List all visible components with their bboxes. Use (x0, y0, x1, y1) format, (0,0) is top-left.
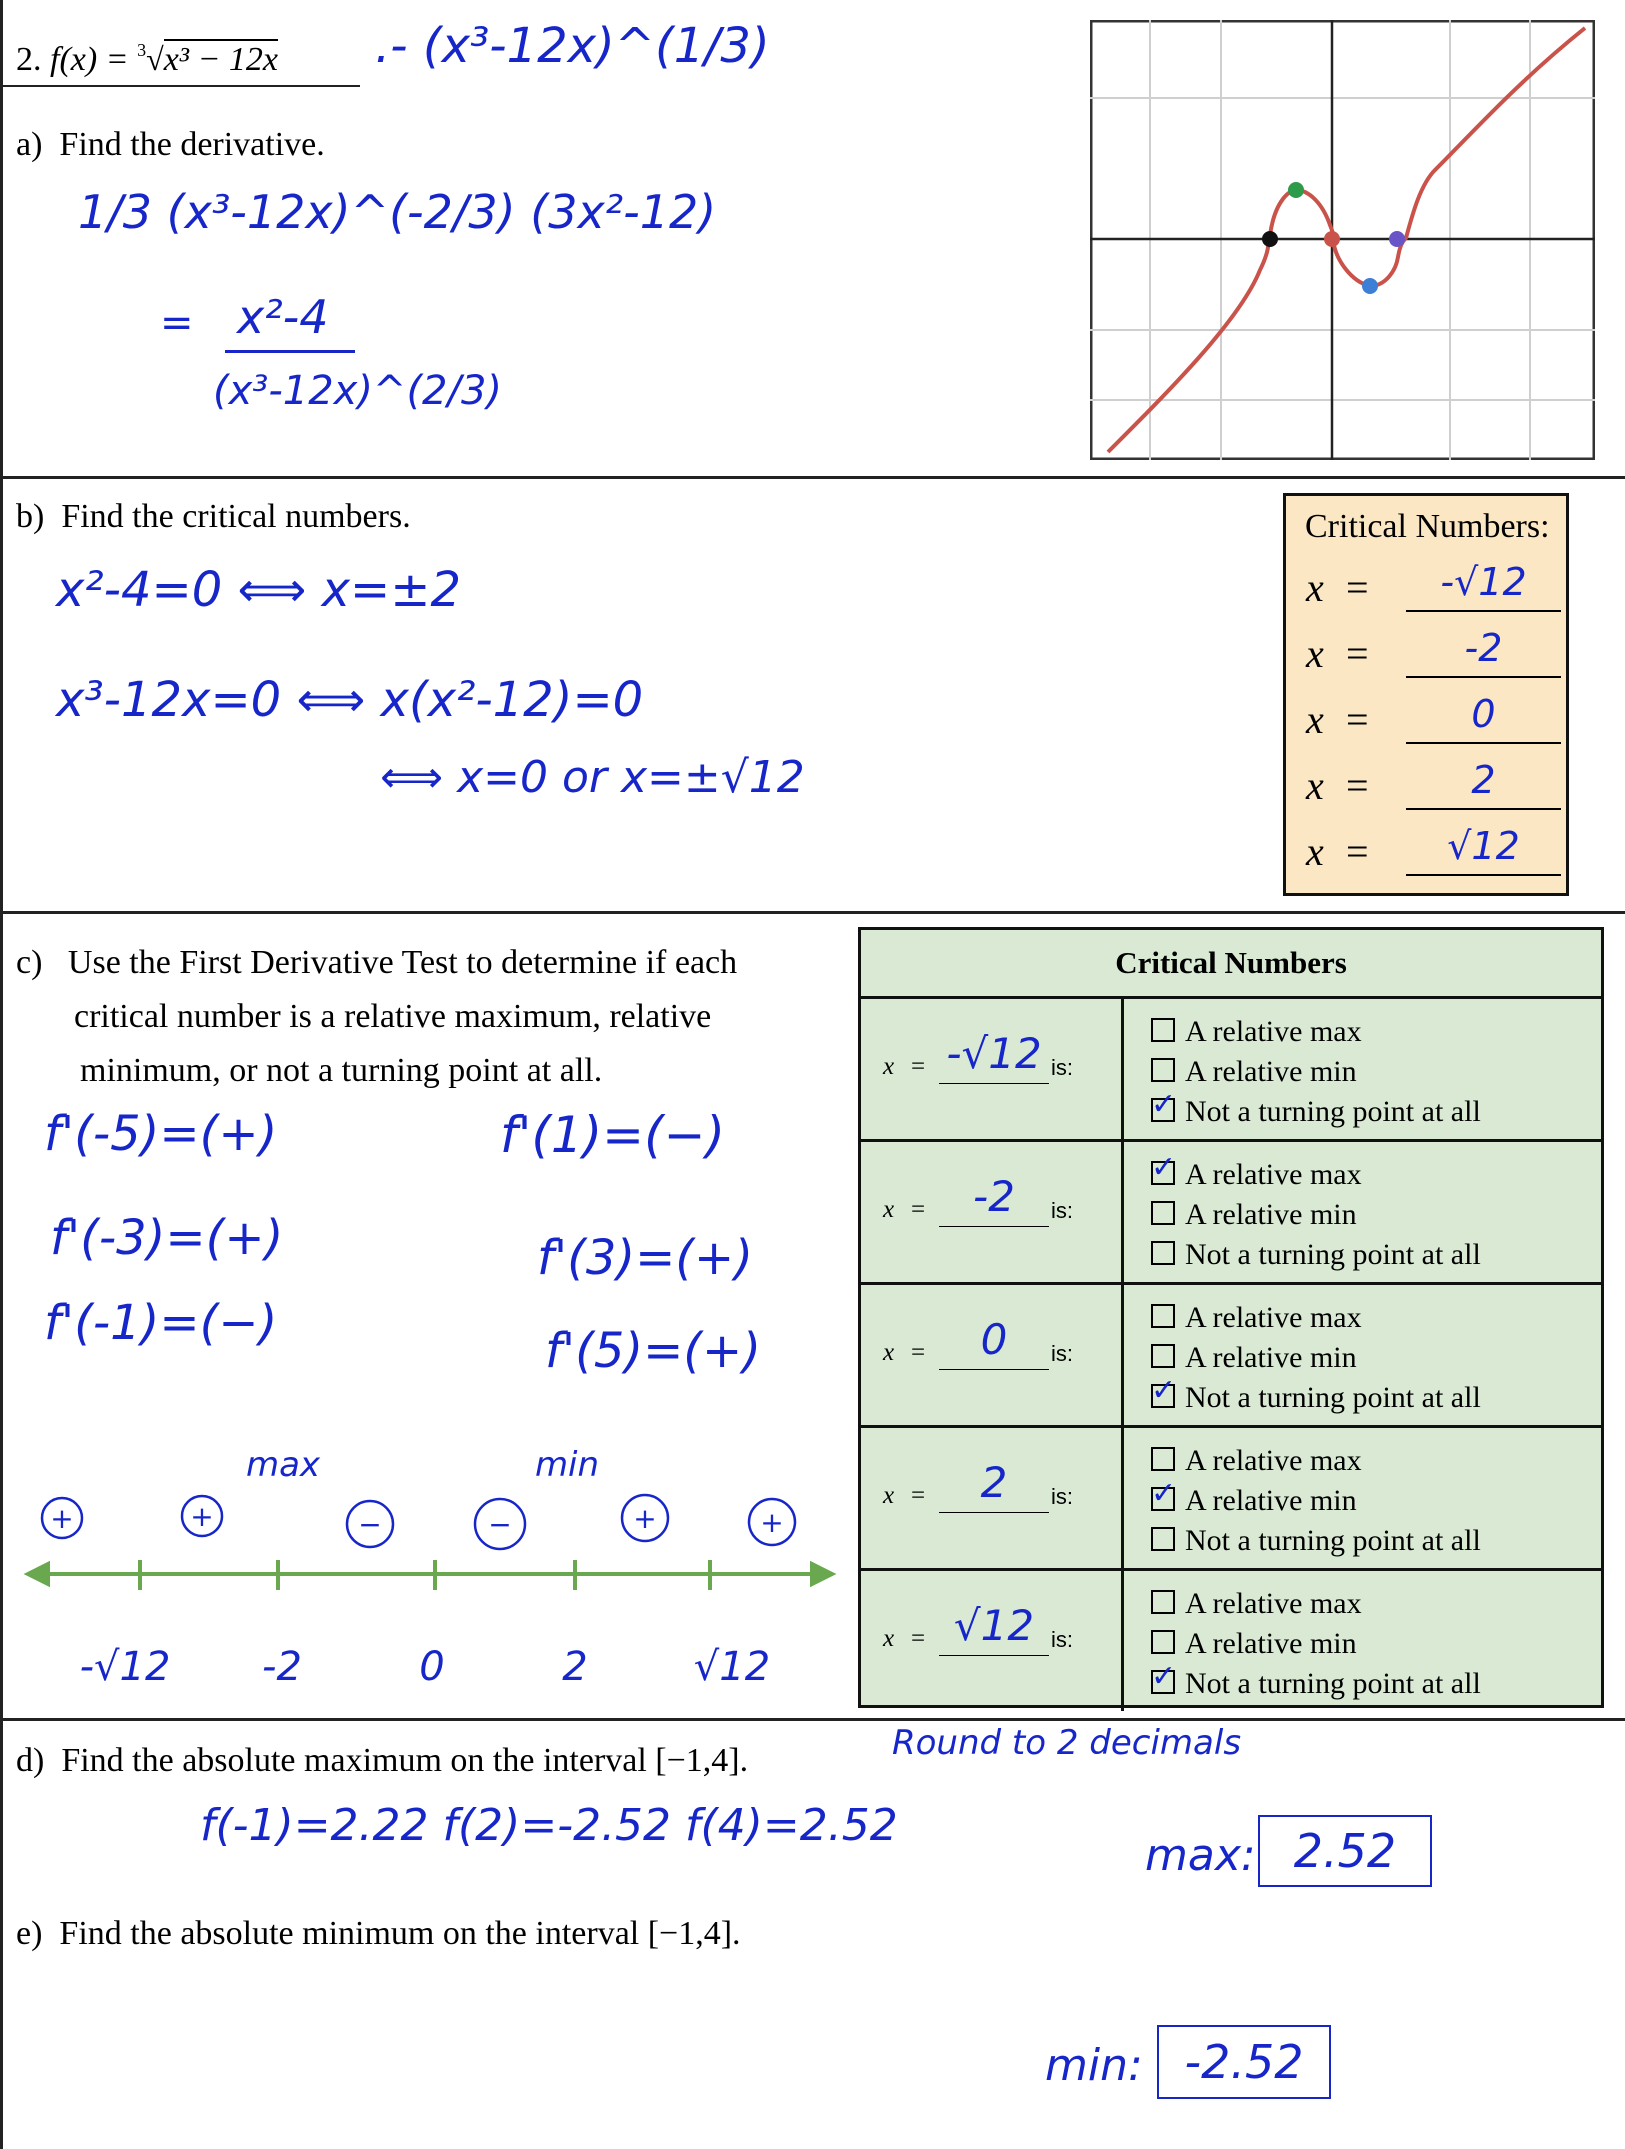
tick-label: 0 (419, 1644, 445, 1690)
checkbox[interactable] (1151, 1447, 1175, 1471)
x-label: x (883, 1053, 895, 1080)
eq-sign: = (1346, 829, 1369, 874)
eq-sign: = (911, 1482, 926, 1509)
test-right-1: f'(1)=(−) (500, 1106, 725, 1164)
number-line-right-arrow (812, 1564, 832, 1584)
option-not-turning-point[interactable] (1151, 1087, 1481, 1131)
critical-value: 0 (1471, 692, 1496, 736)
check-mark-icon: ✓ (1151, 1373, 1177, 1408)
max-work: f(-1)=2.22 f(2)=-2.52 f(4)=2.52 (200, 1800, 898, 1851)
answer-line (939, 1655, 1049, 1656)
sign-6: + (760, 1506, 784, 1539)
part-c-prompt (16, 936, 737, 1098)
eq-sign: = (911, 1339, 926, 1366)
table-header: Critical Numbers (861, 930, 1601, 999)
option-not-turning-point[interactable] (1151, 1659, 1481, 1703)
part-a-text: Find the derivative. (59, 126, 325, 163)
divider-bc (0, 911, 1625, 914)
part-c-label: c) (16, 944, 43, 981)
tick-label: √12 (693, 1644, 771, 1690)
problem-statement: 2. f(x) = $^3$√x³ − 12x (16, 40, 279, 78)
option-relative-max[interactable] (1151, 1013, 1362, 1051)
zero-crossing-left-point (1262, 231, 1278, 247)
option-label: A relative max (1185, 1587, 1362, 1620)
test-right-3: f'(5)=(+) (545, 1323, 761, 1379)
option-label: Not a turning point at all (1185, 1238, 1481, 1271)
relative-min-point (1362, 278, 1378, 294)
check-mark-icon: ✓ (1151, 1087, 1177, 1122)
row-value-cell (861, 1571, 1124, 1711)
x-label: x (883, 1625, 895, 1652)
eq-sign: = (911, 1196, 926, 1223)
min-answer-box: -2.52 (1157, 2025, 1331, 2099)
option-label: Not a turning point at all (1185, 1524, 1481, 1557)
part-d-label: d) (16, 1742, 45, 1779)
option-relative-max[interactable] (1151, 1150, 1362, 1194)
eq-sign: = (911, 1625, 926, 1652)
answer-line (939, 1226, 1049, 1227)
check-mark-icon: ✓ (1151, 1150, 1177, 1185)
tick-label: -2 (262, 1644, 302, 1690)
derivative-work-line1: 1/3 (x³-12x)^(-2/3) (3x²-12) (78, 185, 717, 239)
left-border (0, 0, 3, 2149)
checkbox[interactable] (1151, 1373, 1177, 1408)
critical-value: 2 (1471, 758, 1496, 802)
part-a-prompt (16, 126, 325, 164)
critical-number-row (1306, 754, 1556, 814)
check-mark-icon: ✓ (1151, 1659, 1177, 1694)
zero-crossing-right-point (1389, 231, 1405, 247)
eq-sign: = (1346, 565, 1369, 610)
part-c-line2: critical number is a relative maximum, relative (74, 998, 712, 1035)
critical-work-line2: x³-12x=0 ⟺ x(x²-12)=0 (56, 672, 644, 728)
eq-sign: = (1346, 763, 1369, 808)
sign-3: − (358, 1508, 382, 1541)
checkbox[interactable] (1151, 1476, 1177, 1511)
checkbox[interactable] (1151, 1150, 1177, 1185)
relative-max-point (1288, 182, 1304, 198)
divider-cd (0, 1718, 1625, 1721)
min-answer-label: min: (1045, 2040, 1143, 2091)
sign-2: + (190, 1500, 214, 1533)
critical-number-row (1306, 622, 1556, 682)
checkbox[interactable] (1151, 1304, 1175, 1328)
critical-number-table-row (861, 1142, 1601, 1285)
part-c-line1: Use the First Derivative Test to determine if each (67, 944, 738, 981)
derivative-numerator: x²-4 (237, 290, 329, 344)
row-critical-value: 2 (980, 1458, 1008, 1507)
test-right-2: f'(3)=(+) (537, 1230, 753, 1286)
option-relative-min[interactable] (1151, 1053, 1357, 1091)
checkbox[interactable] (1151, 1241, 1175, 1265)
derivative-denominator: (x³-12x)^(2/3) (213, 368, 503, 414)
max-answer-box: 2.52 (1258, 1815, 1432, 1887)
row-critical-value: -2 (973, 1172, 1015, 1221)
divider-ab (0, 476, 1625, 479)
x-label: x (1306, 631, 1324, 676)
option-relative-min[interactable] (1151, 1476, 1357, 1520)
critical-number-row (1306, 688, 1556, 748)
test-left-2: f'(-3)=(+) (50, 1210, 284, 1266)
part-b-prompt (16, 498, 411, 536)
option-not-turning-point[interactable] (1151, 1236, 1481, 1274)
option-not-turning-point[interactable] (1151, 1373, 1481, 1417)
sign-4: − (488, 1508, 512, 1541)
row-value-cell (861, 1428, 1124, 1568)
function-rewrite: .- (x³-12x)^(1/3) (375, 18, 770, 74)
answer-line (939, 1083, 1049, 1084)
part-e-label: e) (16, 1915, 43, 1952)
is-label: is: (1051, 1484, 1073, 1509)
critical-number-row (1306, 820, 1556, 880)
eq-sign: = (911, 1053, 926, 1080)
header-underline (0, 85, 360, 87)
option-label: Not a turning point at all (1185, 1095, 1481, 1128)
option-label: A relative min (1185, 1484, 1357, 1517)
x-label: x (1306, 829, 1324, 874)
option-label: A relative max (1185, 1301, 1362, 1334)
function-label: f(x) = (50, 41, 138, 78)
tick-label: 2 (562, 1644, 588, 1690)
option-relative-min[interactable] (1151, 1196, 1357, 1234)
test-left-3: f'(-1)=(−) (44, 1295, 278, 1351)
option-relative-min[interactable] (1151, 1339, 1357, 1377)
option-label: A relative min (1185, 1055, 1357, 1088)
option-label: Not a turning point at all (1185, 1667, 1481, 1700)
row-value-cell (861, 1142, 1124, 1282)
is-label: is: (1051, 1627, 1073, 1652)
part-d-prompt (16, 1742, 748, 1780)
critical-value: -2 (1464, 626, 1503, 670)
option-relative-max[interactable] (1151, 1442, 1362, 1480)
option-relative-max[interactable] (1151, 1585, 1362, 1623)
option-relative-min[interactable] (1151, 1625, 1357, 1663)
zero-crossing-origin-point (1324, 231, 1340, 247)
option-relative-max[interactable] (1151, 1299, 1362, 1337)
x-label: x (1306, 763, 1324, 808)
is-label: is: (1051, 1341, 1073, 1366)
max-answer-label: max: (1145, 1830, 1256, 1881)
is-label: is: (1051, 1198, 1073, 1223)
critical-number-table-row (861, 1285, 1601, 1428)
row-value-cell (861, 999, 1124, 1139)
checkbox[interactable] (1151, 1087, 1177, 1122)
max-label: max (245, 1445, 321, 1485)
critical-work-line1: x²-4=0 ⟺ x=±2 (56, 562, 461, 618)
x-label: x (1306, 565, 1324, 610)
critical-value: √12 (1447, 824, 1520, 868)
answer-line (939, 1512, 1049, 1513)
option-label: Not a turning point at all (1185, 1381, 1481, 1414)
critical-number-table-row (861, 1571, 1601, 1711)
function-radicand: x³ − 12x (163, 41, 279, 78)
part-a-label: a) (16, 126, 43, 163)
test-left-1: f'(-5)=(+) (44, 1106, 278, 1162)
row-critical-value: √12 (953, 1601, 1035, 1650)
is-label: is: (1051, 1055, 1073, 1080)
critical-numbers-box (1283, 493, 1569, 896)
option-label: A relative min (1185, 1341, 1357, 1374)
checkbox[interactable] (1151, 1590, 1175, 1614)
eq-sign: = (1346, 697, 1369, 742)
option-label: A relative min (1185, 1627, 1357, 1660)
checkbox[interactable] (1151, 1344, 1175, 1368)
number-line-left-arrow (28, 1564, 48, 1584)
part-c-line3: minimum, or not a turning point at all. (80, 1052, 603, 1089)
check-mark-icon: ✓ (1151, 1476, 1177, 1511)
x-label: x (883, 1339, 895, 1366)
derivative-fraction-bar (225, 350, 355, 353)
problem-number: 2. (16, 41, 42, 78)
critical-number-row (1306, 556, 1556, 616)
derivative-equals: = (160, 300, 194, 346)
answer-line (939, 1369, 1049, 1370)
first-derivative-test-table (858, 927, 1604, 1708)
part-b-text: Find the critical numbers. (61, 498, 411, 535)
part-d-text: Find the absolute maximum on the interval [−1,4]. (61, 1742, 749, 1779)
option-label: A relative max (1185, 1444, 1362, 1477)
row-value-cell (861, 1285, 1124, 1425)
eq-sign: = (1346, 631, 1369, 676)
checkbox[interactable] (1151, 1630, 1175, 1654)
min-label: min (534, 1445, 600, 1485)
option-label: A relative max (1185, 1158, 1362, 1191)
x-label: x (883, 1482, 895, 1509)
critical-work-line3: ⟺ x=0 or x=±√12 (380, 752, 805, 803)
row-critical-value: -√12 (946, 1029, 1042, 1078)
part-e-prompt (16, 1915, 741, 1953)
checkbox[interactable] (1151, 1527, 1175, 1551)
option-label: A relative max (1185, 1015, 1362, 1048)
option-not-turning-point[interactable] (1151, 1522, 1481, 1560)
sign-1: + (50, 1502, 74, 1535)
part-e-text: Find the absolute minimum on the interval [−1,4]. (59, 1915, 741, 1952)
row-critical-value: 0 (980, 1315, 1008, 1364)
checkbox[interactable] (1151, 1058, 1175, 1082)
critical-number-table-row (861, 1428, 1601, 1571)
x-label: x (1306, 697, 1324, 742)
root-index: 3 (137, 40, 147, 60)
rounding-note: Round to 2 decimals (892, 1723, 1242, 1763)
tick-label: -√12 (79, 1644, 171, 1690)
option-label: A relative min (1185, 1198, 1357, 1231)
checkbox[interactable] (1151, 1018, 1175, 1042)
sign-number-line (20, 1440, 840, 1710)
checkbox[interactable] (1151, 1201, 1175, 1225)
critical-numbers-title: Critical Numbers: (1305, 508, 1550, 545)
critical-value: -√12 (1440, 560, 1527, 604)
function-graph (1090, 20, 1595, 460)
part-b-label: b) (16, 498, 45, 535)
sign-5: + (633, 1502, 657, 1535)
critical-number-table-row (861, 999, 1601, 1142)
checkbox[interactable] (1151, 1659, 1177, 1694)
x-label: x (883, 1196, 895, 1223)
